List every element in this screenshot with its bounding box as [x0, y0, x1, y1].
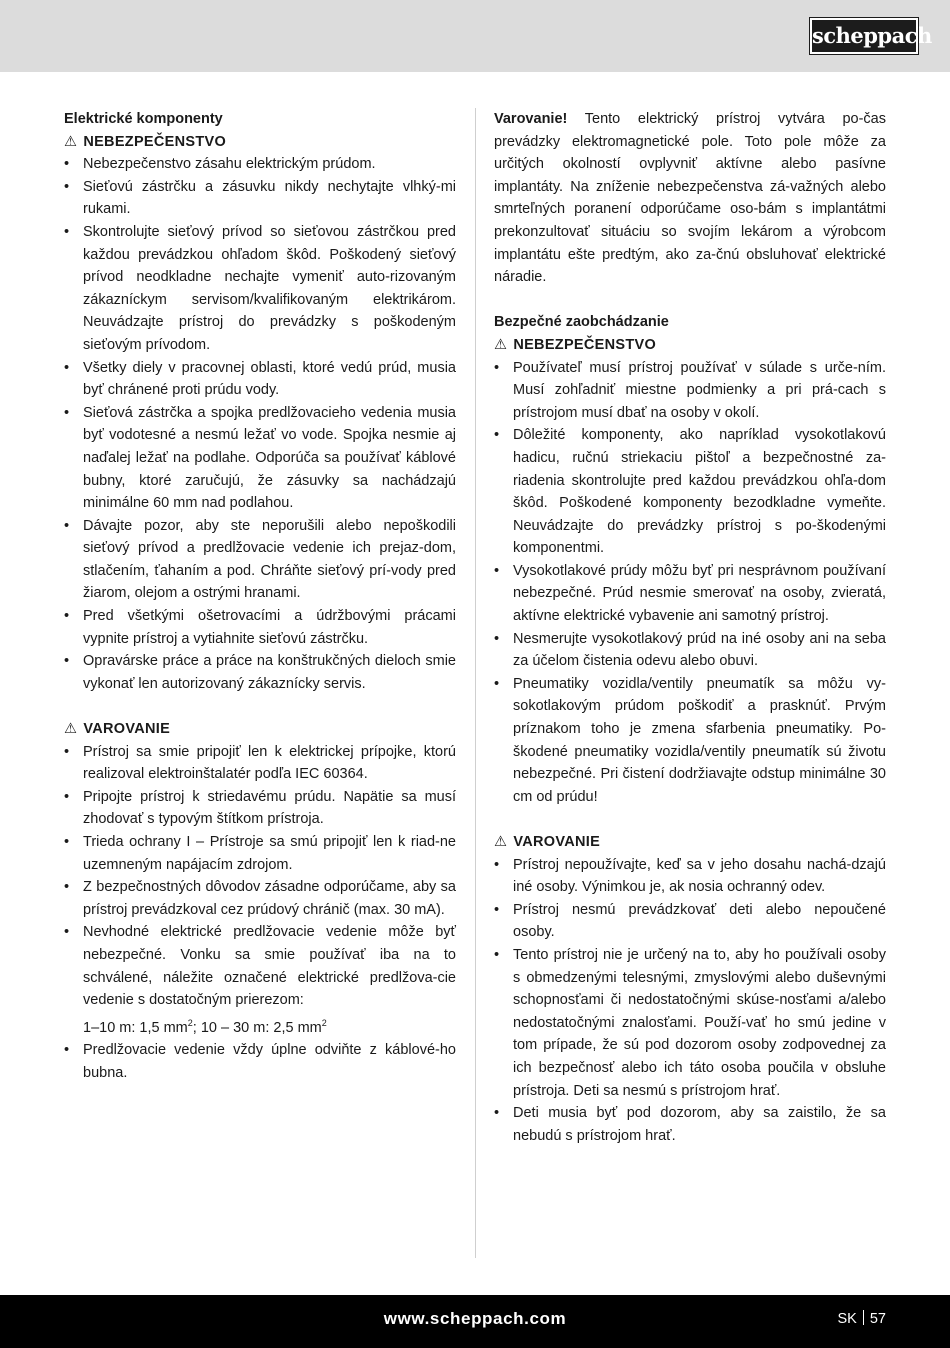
danger-title-label: NEBEZPEČENSTVO	[513, 336, 657, 353]
danger-title	[494, 334, 886, 357]
warning-triangle-icon: ⚠	[64, 721, 78, 738]
footer-bar	[0, 1295, 950, 1348]
emf-warning-label: Varovanie!	[494, 111, 568, 127]
section-heading-safe-handling: Bezpečné zaobchádzanie	[494, 314, 669, 331]
list-item: • Prístroj nesmú prevádzkovať deti alebo nepoučené osoby.	[494, 899, 886, 944]
warning-list	[494, 854, 886, 1148]
list-item: • Dávajte pozor, aby ste neporušili alebo nepoškodili sieťový prívod a predlžovacie vedenie ich prejaz-dom, stlačením, ťahaním a pod. Chráňte sieťový prí-vody pred žiarom, olejom a ostrými hranami.	[64, 515, 456, 605]
list-item: • Vysokotlakové prúdy môžu byť pri nesprávnom používaní nebezpečné. Prúd nesmie smerovať na osoby, zvieratá, aktívne elektrické vybavenie ani samotný prístroj.	[494, 560, 886, 628]
list-item: • Skontrolujte sieťový prívod so sieťovou zástrčkou pred každou prevádzkou ohľadom škôd. Poškodený sieťový prívod neodkladne nechajte vymeniť auto-rizovaným zákazníckym servisom/kvalifikovaným elektrikárom. Neuvádzajte prístroj do prevádzky s poškodeným sieťovým prívodom.	[64, 221, 456, 357]
superscript: 2	[321, 1017, 327, 1028]
warning-list	[64, 741, 456, 1085]
spacer	[494, 808, 886, 831]
section-heading-electrical: Elektrické komponenty	[64, 111, 223, 127]
header-bar	[0, 0, 950, 72]
list-item: • Z bezpečnostných dôvodov zásadne odporúčame, aby sa prístroj prevádzkoval cez prúdový chránič (max. 30 mA).	[64, 876, 456, 921]
extension-spec-a: 1–10 m: 1,5 mm	[83, 1019, 188, 1036]
superscript: 2	[187, 1017, 193, 1028]
warning-triangle-icon: ⚠	[64, 133, 78, 150]
list-item: • Tento prístroj nie je určený na to, aby ho používali osoby s obmedzenými telesnými, zmyslovými alebo duševnými schopnosťami či nedostatočnými skúse-nosťami a/alebo nedostatočnými znalosťami. Použí-vať ho smú jedine v tom prípade, že sú pod dozorom osoby zodpovednej za ich bezpečnosť alebo ich táto osoba poučila v obsluhe prístroja. Deti sa nesmú s prístrojom hrať.	[494, 944, 886, 1102]
list-item-extension-cable	[64, 921, 456, 1039]
list-item: • Nesmerujte vysokotlakový prúd na iné osoby ani na seba za účelom čistenia odevu alebo obuvi.	[494, 628, 886, 673]
list-item: • Deti musia byť pod dozorom, aby sa zaistilo, že sa nebudú s prístrojom hrať.	[494, 1102, 886, 1147]
left-column	[64, 108, 456, 1084]
list-item: • Opravárske práce a práce na konštrukčných dieloch smie vykonať len autorizovaný zákaznícky servis.	[64, 650, 456, 695]
list-item: • Prístroj nepoužívajte, keď sa v jeho dosahu nachá-dzajú iné osoby. Výnimkou je, ak nosia ochranný odev.	[494, 854, 886, 899]
warning-title	[494, 831, 886, 854]
warning-triangle-icon: ⚠	[494, 336, 508, 353]
language-code: SK	[837, 1311, 857, 1327]
list-item: • Sieťová zástrčka a spojka predlžovacieho vedenia musia byť vodotesné a nesmú ležať vo vode. Spojka nesmie aj naďalej ležať na podlahe. Odporúča sa používať káblové bubny, ktoré zaručujú, že zásuvky sa nachádzajú minimálne 60 mm nad podlahou.	[64, 402, 456, 515]
list-item: • Prístroj sa smie pripojiť len k elektrickej prípojke, ktorú realizoval elektroinštalatér podľa IEC 60364.	[64, 741, 456, 786]
right-column	[494, 108, 886, 1147]
spacer	[494, 289, 886, 312]
danger-title-label: NEBEZPEČENSTVO	[83, 133, 227, 150]
danger-list	[64, 153, 456, 695]
emf-warning-paragraph	[494, 108, 886, 289]
list-item: • Všetky diely v pracovnej oblasti, ktoré vedú prúd, musia byť chránené proti prúdu vody.	[64, 357, 456, 402]
list-item: • Dôležité komponenty, ako napríklad vysokotlakovú hadicu, ručnú striekaciu pištoľ a bezpečnostné za-riadenia skontrolujte pred každou prevádzkou ohľa-dom škôd. Poškodené komponenty bezodkladne vymeňte. Neuvádzajte do prevádzky prístroj s po-škodenými komponentmi.	[494, 424, 886, 560]
extension-item-text: Nevhodné elektrické predlžovacie vedenie môže byť nebezpečné. Vonku sa smie používať iba na to schválené, náležite označené elektrické predlžova-cie vedenie s dostatočným prierezom:	[83, 924, 456, 1009]
spacer	[64, 695, 456, 718]
warning-title	[64, 718, 456, 741]
emf-warning-text: Tento elektrický prístroj vytvára po-čas prevádzky elektromagnetické pole. Toto pole môže za určitých okolností ovplyvniť aktívne alebo pasívne implantáty. Na zníženie nebezpečenstva zá-važných alebo smrteľných poranení odporúčame oso-bám s implantátmi prekonzultovať situáciu so svojím lekárom a výrobcom implantátu ešte predtým, ako za-čnú obsluhovať elektrické náradie.	[494, 111, 886, 286]
page-number	[838, 1310, 886, 1327]
list-item: • Pred všetkými ošetrovacími a údržbovými prácami vypnite prístroj a vytiahnite sieťovú zástrčku.	[64, 605, 456, 650]
list-item: • Pneumatiky vozidla/ventily pneumatík sa môžu vy-sokotlakovým prúdom poškodiť a prasknúť. Prvým príznakom toho je zmena sfarbenia pneumatiky. Po-škodené pneumatiky vozidla/ventily pneumatík sú životu nebezpečné. Pri čistení dodržiavajte odstup minimálne 30 cm od prúdu!	[494, 673, 886, 809]
warning-triangle-icon: ⚠	[494, 834, 508, 850]
list-item: • Trieda ochrany I – Prístroje sa smú pripojiť len k riad-ne uzemneným napájacím zdrojom.	[64, 831, 456, 876]
list-item: • Používateľ musí prístroj používať v súlade s urče-ním. Musí zohľadniť miestne podmienky a pri prá-cach s prístrojom musí dbať na osoby v okolí.	[494, 357, 886, 425]
list-item: • Nebezpečenstvo zásahu elektrickým prúdom.	[64, 153, 456, 176]
brand-logo: scheppach	[810, 18, 918, 54]
website-link[interactable]: www.scheppach.com	[383, 1309, 567, 1328]
danger-list	[494, 357, 886, 809]
column-divider	[475, 108, 476, 1258]
extension-spec-b: ; 10 – 30 m: 2,5 mm	[192, 1019, 322, 1036]
warning-title-label: VAROVANIE	[83, 721, 171, 738]
list-item: • Pripojte prístroj k striedavému prúdu. Napätie sa musí zhodovať s typovým štítkom prístroja.	[64, 786, 456, 831]
danger-title	[64, 131, 456, 154]
list-item: • Predlžovacie vedenie vždy úplne odviňte z káblové-ho bubna.	[64, 1039, 456, 1084]
warning-title-label: VAROVANIE	[513, 834, 601, 850]
page-number-value: 57	[869, 1311, 886, 1327]
separator	[863, 1310, 864, 1325]
list-item: • Sieťovú zástrčku a zásuvku nikdy nechytajte vlhký-mi rukami.	[64, 176, 456, 221]
